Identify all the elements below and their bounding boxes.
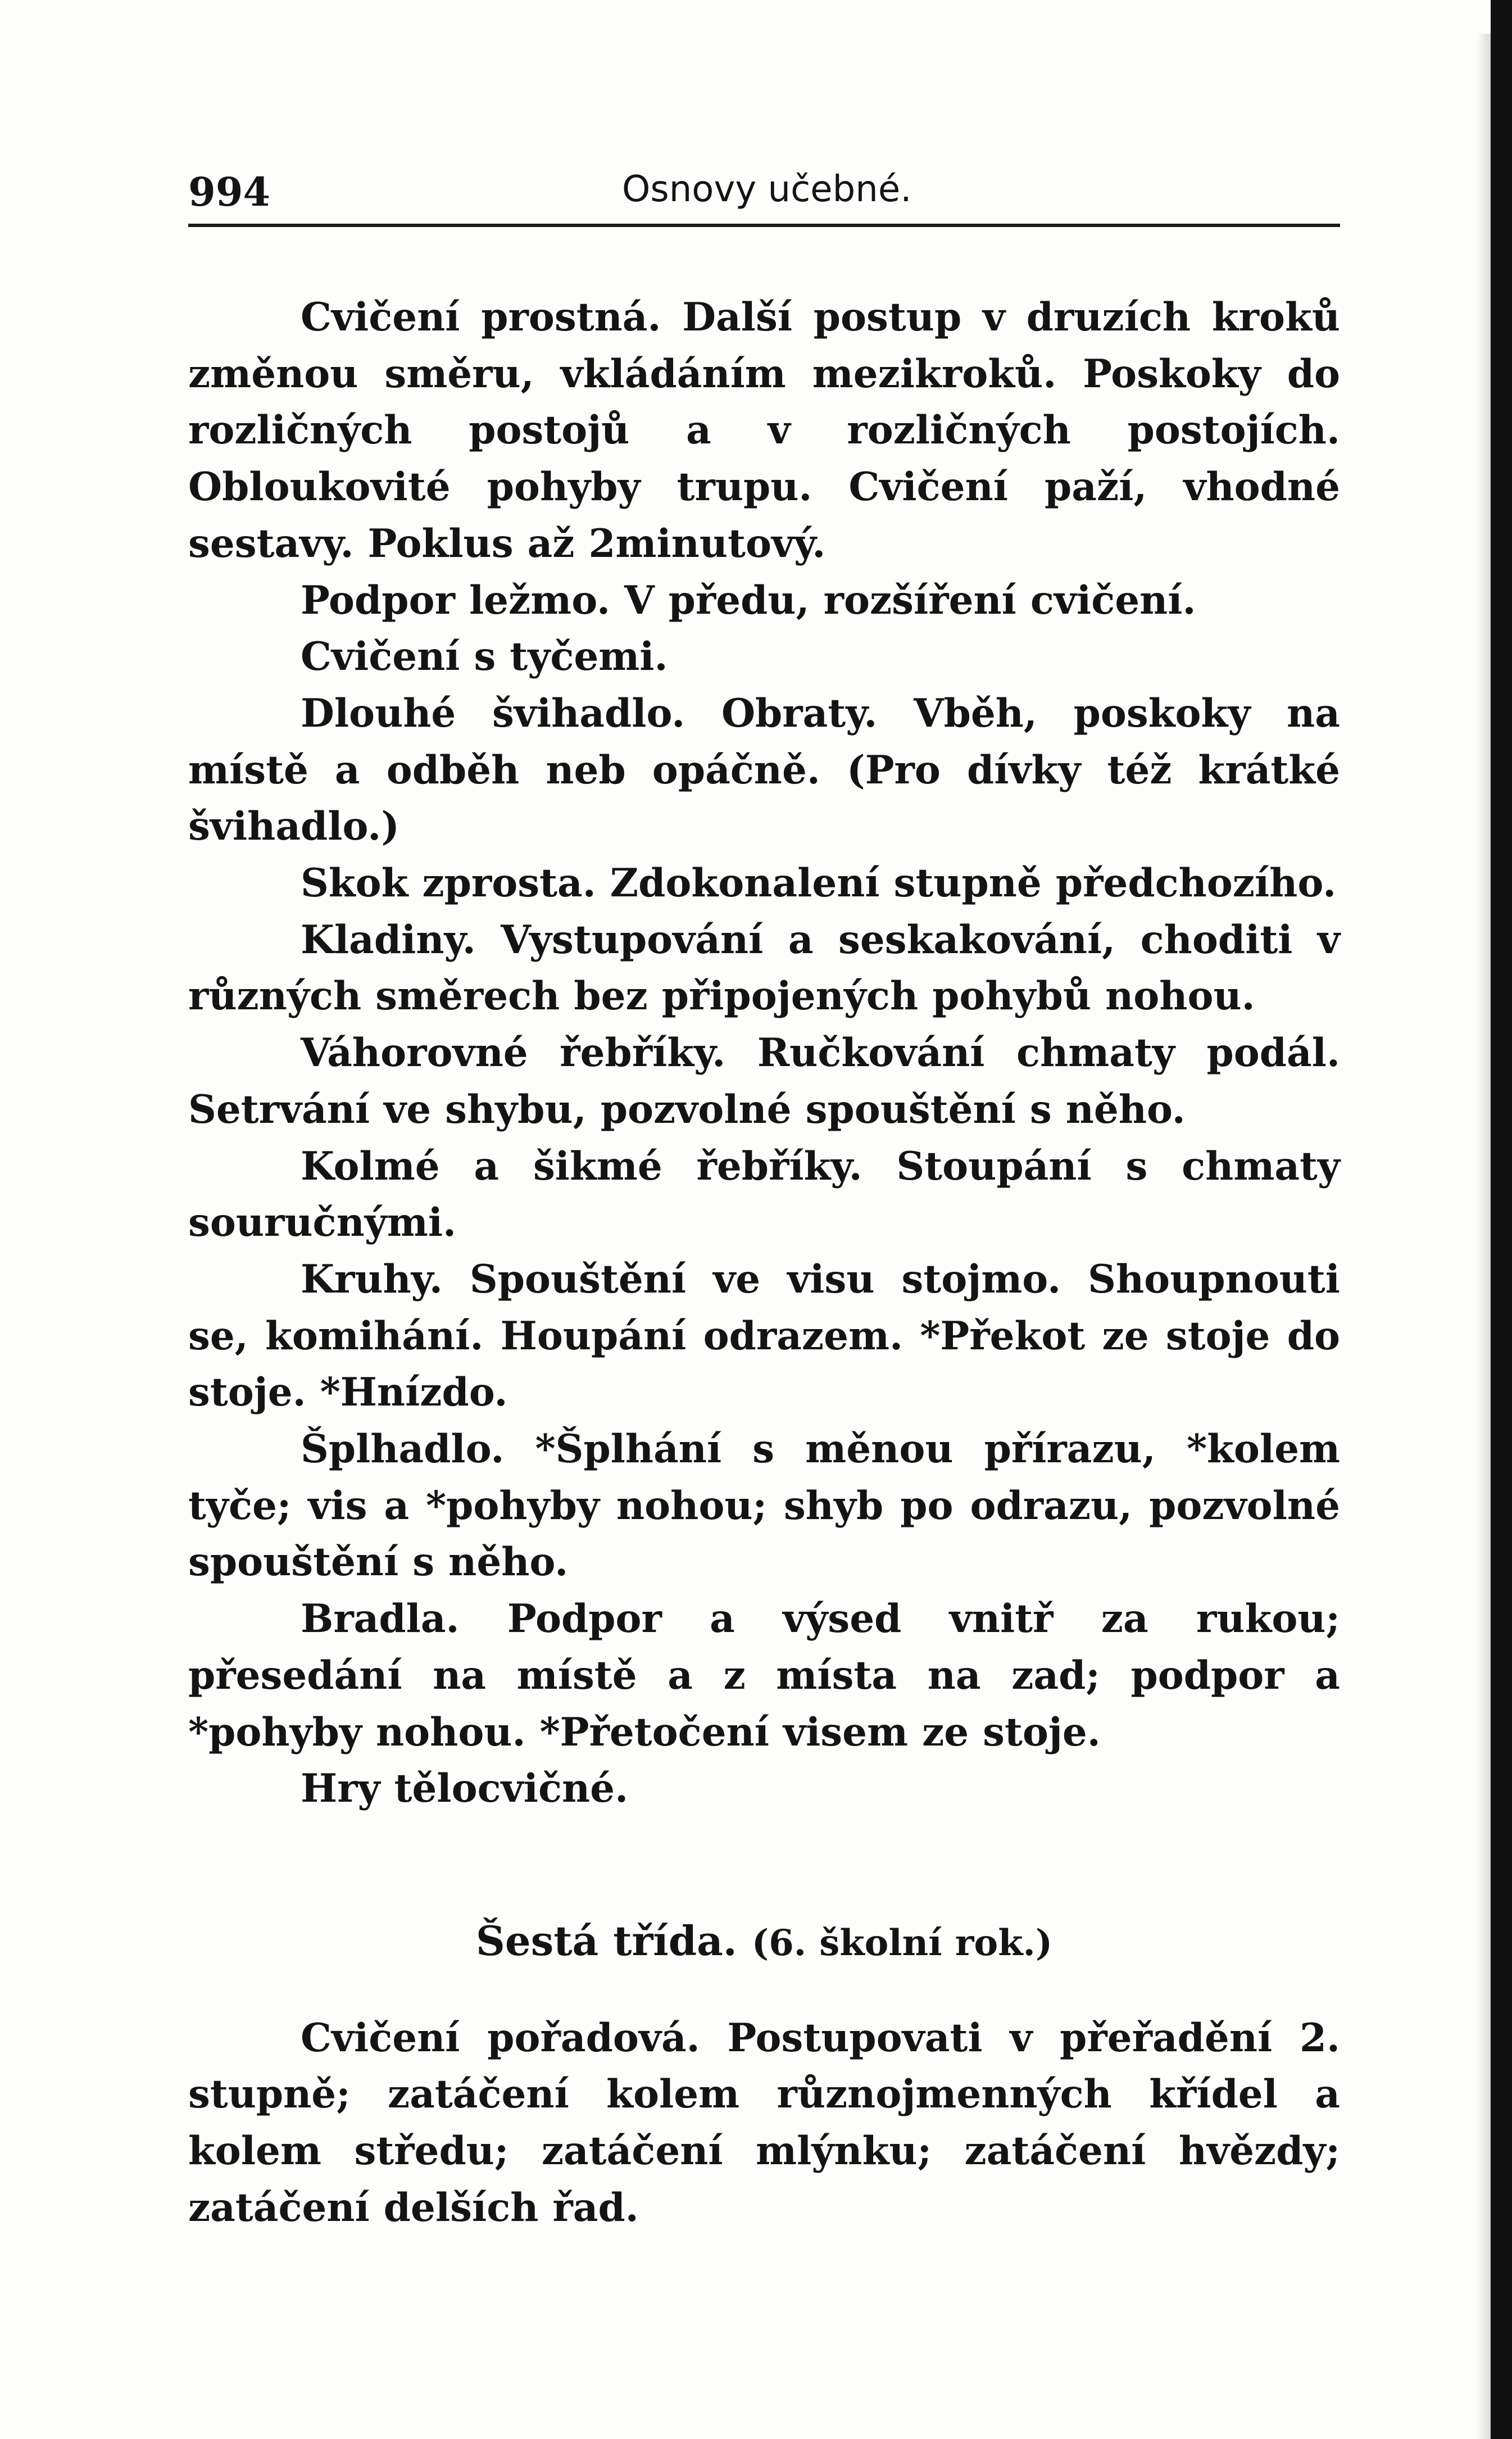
body-text xyxy=(188,289,1340,2237)
paragraph-vahorovne-rebriky: Váhorovné řebříky. Ručkování chmaty podál. Setrvání ve shybu, pozvolné spouštění s něho. xyxy=(188,1030,1340,1132)
paragraph-cviceni-poradova: Cvičení pořadová. Postupovati v přeřadění 2. stupně; zatáčení kolem různojmenných křídel a kolem středu; zatáčení mlýnku; zatáčení hvězdy; zatáčení delších řad. xyxy=(188,2015,1340,2231)
paragraph-kolme-a-sikme-rebriky: Kolmé a šikmé řebříky. Stoupání s chmaty souručnými. xyxy=(188,1143,1340,1246)
section-title: Šestá třída. xyxy=(475,1916,737,1965)
paragraph-kladiny: Kladiny. Vystupování a seskakování, choditi v různých směrech bez připojených pohybů nohou. xyxy=(188,917,1340,1019)
paragraph-splhadlo: Šplhadlo. *Šplhání s měnou přírazu, *kolem tyče; vis a *pohyby nohou; shyb po odrazu, pozvolné spouštění s něho. xyxy=(188,1426,1340,1585)
paragraph-bradla: Bradla. Podpor a výsed vnitř za rukou; přesedání na místě a z místa na zad; podpor a *pohyby nohou. *Přetočení visem ze stoje. xyxy=(188,1596,1340,1755)
paragraph-cviceni-s-tycemi: Cvičení s tyčemi. xyxy=(301,634,668,680)
paragraph-skok-zprosta: Skok zprosta. Zdokonalení stupně předchozího. xyxy=(301,860,1337,906)
paragraph-kruhy: Kruhy. Spouštění ve visu stojmo. Shoupnouti se, komihání. Houpání odrazem. *Překot ze stoje do stoje. *Hnízdo. xyxy=(188,1256,1340,1416)
header-rule xyxy=(188,224,1340,227)
section-heading xyxy=(188,1913,1340,1972)
page-edge-shadow xyxy=(1477,34,1491,2439)
paragraph-podpor-lezmo: Podpor ležmo. V předu, rozšíření cvičení. xyxy=(301,577,1196,623)
page-header xyxy=(188,169,1340,219)
paragraph-cviceni-prostna: Cvičení prostná. Další postup v druzích kroků změnou směru, vkládáním mezikroků. Poskoky do rozličných postojů a v rozličných postojích. Obloukovité pohyby trupu. Cvičení paží, vhodné sestavy. Poklus až 2minutový. xyxy=(188,294,1340,566)
section-subtitle: (6. školní rok.) xyxy=(751,1921,1053,1964)
page-number: 994 xyxy=(188,169,271,215)
scan-border xyxy=(1491,0,1512,2439)
running-title: Osnovy učebné. xyxy=(622,169,912,210)
paragraph-hry-telocvicne: Hry tělocvičné. xyxy=(301,1766,629,1812)
paragraph-dlouhe-svihadlo: Dlouhé švihadlo. Obraty. Vběh, poskoky na místě a odběh neb opáčně. (Pro dívky též krátké švihadlo.) xyxy=(188,690,1340,850)
